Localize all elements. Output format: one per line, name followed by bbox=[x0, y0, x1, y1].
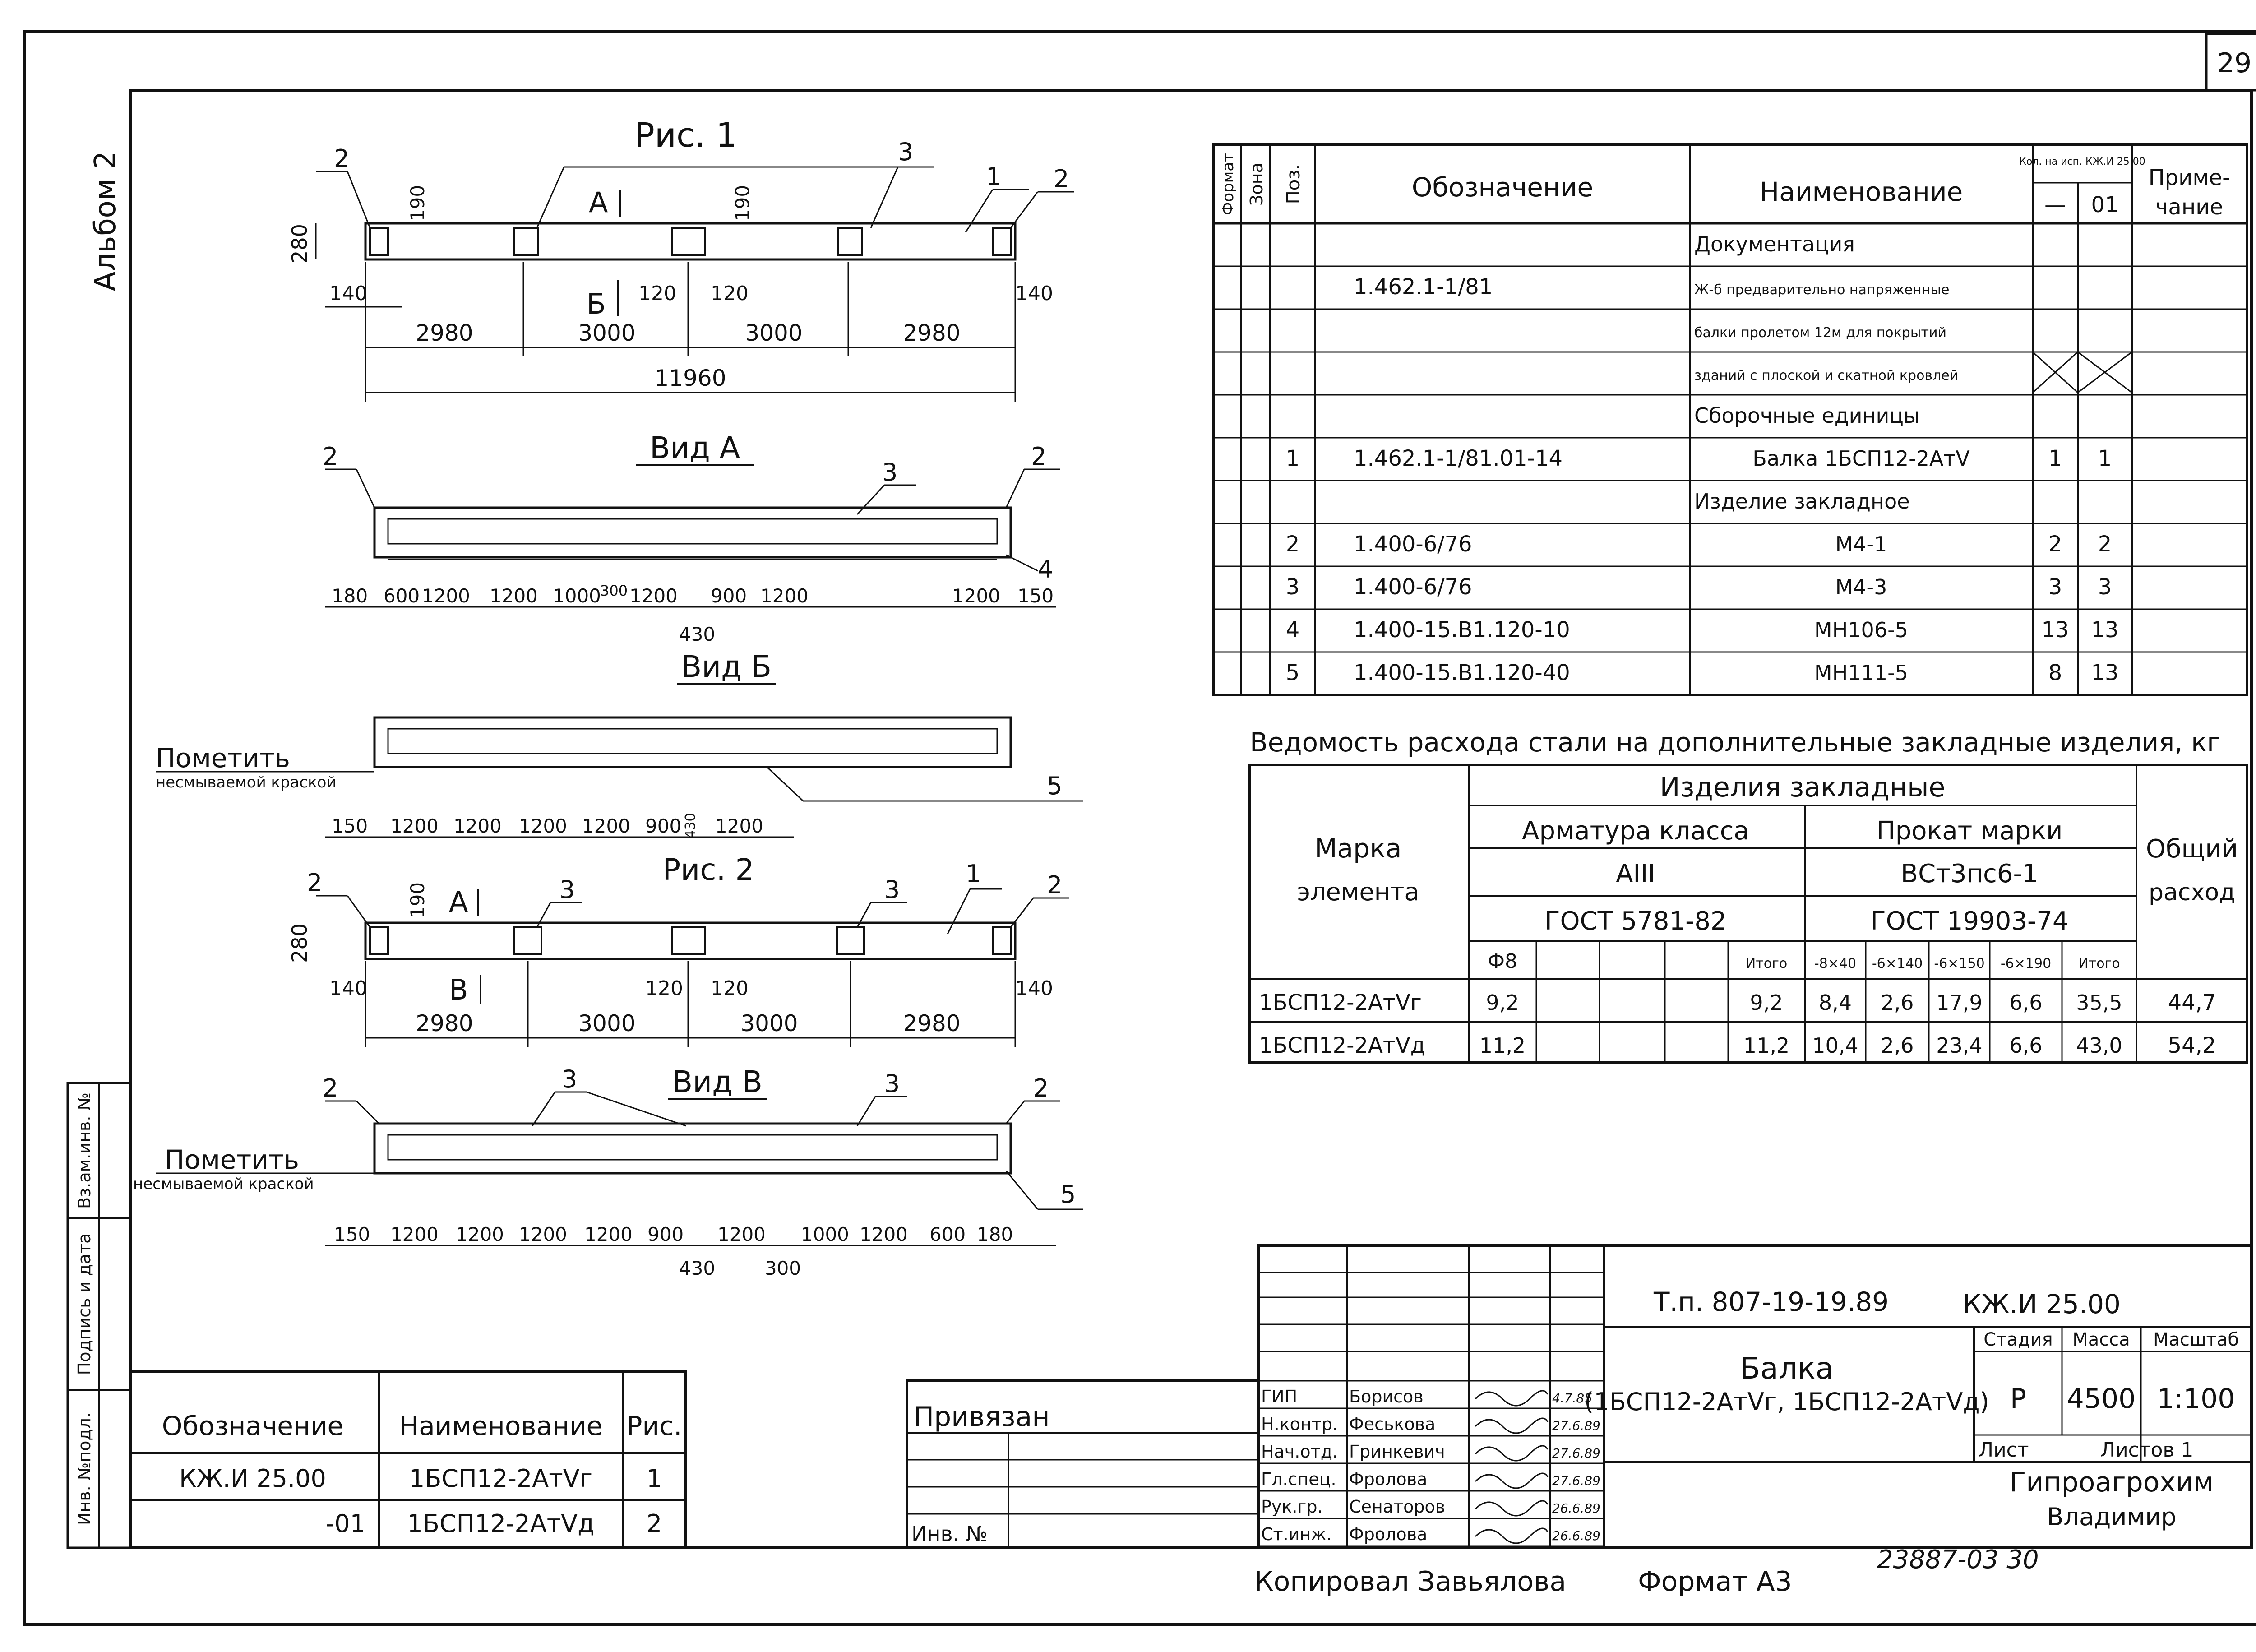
spec-row-qty-2: 13 bbox=[2091, 660, 2119, 685]
view-v-dim-1: 1200 bbox=[390, 1223, 439, 1245]
view-v-beam bbox=[374, 1124, 1011, 1173]
privyazan-label: Привязан bbox=[914, 1401, 1050, 1433]
spec-row-qty-1: 3 bbox=[2048, 574, 2062, 600]
view-a-sub-dim: 430 bbox=[679, 623, 716, 645]
tb-stage: Р bbox=[2010, 1383, 2027, 1415]
fig2-arrow-a: А bbox=[449, 885, 468, 918]
spec-h-note-2: чание bbox=[2155, 194, 2223, 220]
footer-format: Формат А3 bbox=[1638, 1566, 1792, 1597]
view-v-pos-2-left: 2 bbox=[323, 1074, 338, 1102]
fig1-dim-120a: 120 bbox=[638, 282, 676, 305]
view-b-dim-2: 1200 bbox=[453, 815, 502, 837]
tb-org-2: Владимир bbox=[2047, 1503, 2177, 1531]
steel-h-prok: Прокат марки bbox=[1876, 816, 2063, 846]
fig1-pos-1: 1 bbox=[986, 162, 1002, 191]
spec-row-qty-1: 1 bbox=[2048, 446, 2062, 471]
view-a-dim-4: 1000 bbox=[553, 585, 601, 607]
privyazan-block bbox=[907, 1381, 1259, 1548]
fig2-span-1: 2980 bbox=[416, 1010, 473, 1037]
view-v-note-1: Пометить bbox=[165, 1144, 299, 1175]
view-a-pos-2-left: 2 bbox=[323, 442, 338, 471]
steel-h-arm-class: АIII bbox=[1616, 859, 1655, 888]
view-v-dim-8: 1200 bbox=[860, 1223, 908, 1245]
tb-mass-label: Масса bbox=[2072, 1329, 2130, 1350]
spec-row-pos: 4 bbox=[1285, 617, 1300, 643]
view-v-dim-4: 1200 bbox=[584, 1223, 633, 1245]
fig2-span-3: 3000 bbox=[740, 1010, 798, 1037]
spec-row-code: 1.400-6/76 bbox=[1354, 574, 1472, 600]
tb-staff-name: Фролова bbox=[1349, 1524, 1428, 1544]
spec-row-pos: 3 bbox=[1285, 574, 1300, 600]
spec-row-qty-2: 13 bbox=[2091, 617, 2119, 643]
spec-section-title: Сборочные единицы bbox=[1694, 403, 1920, 428]
fig1-dim-height: 280 bbox=[287, 224, 312, 264]
steel-cell: 2,6 bbox=[1881, 1033, 1914, 1058]
spec-row-name: балки пролетом 12м для покрытий bbox=[1694, 325, 1946, 341]
fig1-title: Рис. 1 bbox=[634, 116, 737, 155]
steel-table bbox=[1250, 727, 2247, 1063]
steel-h-total-2: расход bbox=[2148, 879, 2236, 906]
small-table bbox=[131, 1372, 686, 1548]
tb-sheets-label: Листов 1 bbox=[2100, 1439, 2194, 1462]
album-label: Альбом 2 bbox=[89, 151, 122, 292]
view-b-beam bbox=[374, 717, 1011, 767]
view-b-note-2: несмываемой краской bbox=[156, 773, 337, 791]
signature bbox=[1475, 1446, 1548, 1461]
steel-cell: 10,4 bbox=[1812, 1033, 1858, 1058]
steel-h-total-1: Общий bbox=[2145, 834, 2238, 864]
view-a-dim-0: 180 bbox=[332, 585, 368, 607]
tb-staff-date: 27.6.89 bbox=[1552, 1446, 1600, 1461]
steel-cell: 2,6 bbox=[1881, 990, 1914, 1015]
view-v-dim-0: 150 bbox=[334, 1223, 370, 1245]
stamp-podpis: Подпись и дата bbox=[74, 1233, 94, 1375]
tb-stage-label: Стадия bbox=[1983, 1329, 2053, 1350]
privyazan-inv: Инв. № bbox=[911, 1522, 988, 1546]
fig1-pos-3a: 3 bbox=[898, 138, 914, 166]
fig1-span-3: 3000 bbox=[745, 320, 803, 346]
spec-row-qty-2: 2 bbox=[2098, 532, 2112, 557]
fig1-arrow-b: Б bbox=[587, 287, 606, 320]
fig2-title: Рис. 2 bbox=[662, 852, 754, 887]
spec-h-name: Наименование bbox=[1759, 176, 1963, 207]
view-v-dim-2: 1200 bbox=[456, 1223, 504, 1245]
spec-row-code: 1.462.1-1/81 bbox=[1354, 274, 1493, 300]
view-v-pos-3a: 3 bbox=[562, 1065, 578, 1093]
spec-table bbox=[1214, 144, 2247, 695]
view-a-pos-4: 4 bbox=[1038, 555, 1054, 583]
tb-staff-name: Борисов bbox=[1349, 1387, 1424, 1407]
view-a bbox=[323, 430, 1060, 645]
steel-cell: 23,4 bbox=[1936, 1033, 1983, 1058]
steel-cell: 11,2 bbox=[1479, 1033, 1526, 1058]
spec-section-title: Документация bbox=[1694, 232, 1855, 256]
spec-row-name: Изделие закладное bbox=[1694, 489, 1910, 514]
tb-staff-name: Сенаторов bbox=[1349, 1497, 1446, 1517]
small-h-code: Обозначение bbox=[162, 1411, 344, 1441]
steel-subheader: -6×190 bbox=[2000, 956, 2052, 972]
steel-cell: 17,9 bbox=[1936, 990, 1983, 1015]
steel-cell: 9,2 bbox=[1486, 990, 1519, 1015]
tb-doc-code: Т.п. 807-19-19.89 bbox=[1654, 1286, 1889, 1317]
spec-row-name: М4-1 bbox=[1835, 532, 1887, 556]
small-h-name: Наименование bbox=[399, 1411, 603, 1441]
view-b bbox=[156, 649, 1083, 839]
spec-h-zone: Зона bbox=[1247, 162, 1267, 206]
fig2-dim-140-left: 140 bbox=[329, 977, 367, 1000]
fig1-dim-120b: 120 bbox=[711, 282, 749, 305]
title-block bbox=[1259, 1245, 2251, 1548]
spec-row-name: Балка 1БСП12-2АтV bbox=[1752, 446, 1970, 471]
fig1-pos-2-right: 2 bbox=[1054, 165, 1069, 193]
view-b-title: Вид Б bbox=[681, 649, 772, 684]
tb-staff-date: 26.6.89 bbox=[1552, 1501, 1600, 1516]
steel-cell: 9,2 bbox=[1750, 990, 1783, 1015]
view-v-pos-5: 5 bbox=[1060, 1180, 1076, 1208]
figure-2 bbox=[287, 852, 1069, 1047]
fig1-dim-140-right: 140 bbox=[1015, 282, 1053, 305]
tb-staff-date: 26.6.89 bbox=[1552, 1528, 1600, 1543]
small-row-1-name: 1БСП12-2АтVд bbox=[407, 1509, 595, 1538]
tb-staff-role: Ст.инж. bbox=[1261, 1524, 1332, 1544]
view-v-dim-7: 1000 bbox=[801, 1223, 849, 1245]
stamp-inv-podl: Инв. №подл. bbox=[74, 1412, 94, 1526]
fig2-pos-2-right: 2 bbox=[1047, 871, 1063, 899]
fig1-pos-2-left: 2 bbox=[334, 144, 350, 173]
tb-title: Балка bbox=[1739, 1351, 1834, 1386]
view-a-dim-10: 150 bbox=[1017, 585, 1054, 607]
spec-row-qty-1: 2 bbox=[2048, 532, 2062, 557]
page-number: 29 bbox=[2217, 47, 2252, 79]
spec-row-name: МН111-5 bbox=[1814, 661, 1908, 685]
steel-cell: 43,0 bbox=[2076, 1033, 2122, 1058]
small-row-0-code: КЖ.И 25.00 bbox=[179, 1464, 326, 1493]
view-v-note-2: несмываемой краской bbox=[133, 1175, 314, 1193]
steel-h-prok-gost: ГОСТ 19903-74 bbox=[1870, 907, 2069, 936]
spec-row-code: 1.400-15.В1.120-40 bbox=[1354, 660, 1570, 685]
signature bbox=[1475, 1391, 1548, 1406]
view-v-dim-10: 180 bbox=[977, 1223, 1013, 1245]
spec-row-qty-2: 3 bbox=[2098, 574, 2112, 600]
fig2-dim-140-right: 140 bbox=[1015, 977, 1053, 1000]
spec-h-note-1: Приме- bbox=[2148, 165, 2230, 190]
steel-cell: 11,2 bbox=[1743, 1033, 1790, 1058]
small-row-0-fig: 1 bbox=[646, 1464, 662, 1493]
view-v-dim-6: 1200 bbox=[717, 1223, 766, 1245]
view-v-pos-3b: 3 bbox=[884, 1069, 900, 1098]
fig1-span-1: 2980 bbox=[416, 320, 473, 346]
spec-row-name: Ж-б предварительно напряженные bbox=[1694, 282, 1950, 298]
fig1-arrow-a: А bbox=[589, 186, 608, 219]
fig2-pos-3a: 3 bbox=[559, 875, 575, 904]
tb-staff-role: Гл.спец. bbox=[1261, 1469, 1336, 1489]
steel-row-total: 44,7 bbox=[2168, 990, 2216, 1015]
small-row-1-code: -01 bbox=[325, 1509, 365, 1538]
steel-subheader: -8×40 bbox=[1814, 956, 1857, 972]
fig2-arrow-b: В bbox=[449, 973, 468, 1006]
footer-copied: Копировал Завьялова bbox=[1254, 1566, 1567, 1597]
view-b-dim-6: 430 bbox=[683, 813, 698, 839]
steel-row-mark: 1БСП12-2АтVг bbox=[1259, 990, 1422, 1015]
view-a-dim-5: 300 bbox=[600, 582, 628, 599]
fig1-dim-190a: 190 bbox=[407, 185, 429, 222]
view-a-dim-1: 600 bbox=[384, 585, 420, 607]
view-v-sub-dim-0: 430 bbox=[679, 1257, 716, 1279]
footer-archive: 23887-03 30 bbox=[1877, 1545, 2039, 1574]
fig2-pos-3b: 3 bbox=[884, 875, 900, 904]
view-a-pos-3: 3 bbox=[882, 458, 898, 486]
spec-row-code: 1.462.1-1/81.01-14 bbox=[1354, 446, 1563, 471]
view-a-title: Вид А bbox=[650, 430, 740, 465]
view-b-dim-0: 150 bbox=[332, 815, 368, 837]
tb-org-1: Гипроагрохим bbox=[2009, 1467, 2214, 1498]
spec-h-format: Формат bbox=[1219, 153, 1237, 215]
fig2-span-4: 2980 bbox=[903, 1010, 961, 1037]
steel-h-arm-gost: ГОСТ 5781-82 bbox=[1544, 907, 1727, 936]
signature bbox=[1475, 1528, 1548, 1543]
spec-row-pos: 5 bbox=[1285, 660, 1300, 685]
small-row-1-fig: 2 bbox=[646, 1509, 662, 1538]
tb-staff-date: 27.6.89 bbox=[1552, 1418, 1600, 1433]
signature bbox=[1475, 1473, 1548, 1488]
fig2-pos-2-left: 2 bbox=[307, 869, 323, 897]
tb-staff-role: Рук.гр. bbox=[1261, 1497, 1323, 1517]
steel-cell: 6,6 bbox=[2009, 990, 2043, 1015]
steel-subheader: -6×140 bbox=[1872, 956, 1923, 972]
fig1-total: 11960 bbox=[654, 365, 726, 391]
tb-subtitle: (1БСП12-2АтVг, 1БСП12-2АтVд) bbox=[1584, 1388, 1989, 1416]
stamp-vzam: Вз.ам.инв. № bbox=[74, 1092, 94, 1209]
spec-h-qty: Кол. на исп. КЖ.И 25.00 bbox=[2019, 156, 2145, 167]
tb-staff-name: Феськова bbox=[1349, 1414, 1436, 1434]
view-a-dim-8: 1200 bbox=[760, 585, 809, 607]
steel-subheader: Итого bbox=[2078, 956, 2120, 972]
tb-staff-name: Гринкевич bbox=[1349, 1442, 1445, 1462]
steel-cell: 6,6 bbox=[2009, 1033, 2043, 1058]
fig1-dim-190b: 190 bbox=[731, 185, 754, 222]
fig1-span-4: 2980 bbox=[903, 320, 961, 346]
view-v-pos-2-right: 2 bbox=[1033, 1074, 1049, 1102]
fig2-dim-height: 280 bbox=[287, 923, 312, 963]
tb-staff-role: Нач.отд. bbox=[1261, 1442, 1338, 1462]
spec-row-name: зданий с плоской и скатной кровлей bbox=[1694, 368, 1959, 384]
tb-staff-date: 4.7.85 bbox=[1552, 1391, 1593, 1406]
signature bbox=[1475, 1501, 1548, 1516]
steel-cell: 35,5 bbox=[2076, 990, 2122, 1015]
view-a-dim-6: 1200 bbox=[629, 585, 678, 607]
steel-row-total: 54,2 bbox=[2168, 1033, 2216, 1058]
steel-subheader: Ф8 bbox=[1488, 950, 1517, 973]
steel-cell: 8,4 bbox=[1818, 990, 1852, 1015]
view-a-dim-9: 1200 bbox=[952, 585, 1000, 607]
fig2-dim-120b: 120 bbox=[711, 977, 749, 1000]
spec-row-code: 1.400-15.В1.120-10 bbox=[1354, 617, 1570, 643]
view-v-dim-3: 1200 bbox=[519, 1223, 567, 1245]
steel-h-arm: Арматура класса bbox=[1522, 816, 1749, 846]
view-b-dim-1: 1200 bbox=[390, 815, 439, 837]
steel-h-group: Изделия закладные bbox=[1660, 772, 1946, 803]
spec-row-qty-1: 8 bbox=[2048, 660, 2062, 685]
side-stamp bbox=[68, 1083, 131, 1548]
fig2-dim-190: 190 bbox=[407, 882, 429, 919]
view-b-note-1: Пометить bbox=[156, 743, 290, 773]
steel-h-prok-mark: ВСт3пс6-1 bbox=[1900, 859, 2039, 888]
tb-staff-date: 27.6.89 bbox=[1552, 1473, 1600, 1488]
view-a-dim-3: 1200 bbox=[490, 585, 538, 607]
fig2-dim-120a: 120 bbox=[645, 977, 683, 1000]
fig2-pos-1: 1 bbox=[966, 860, 981, 888]
spec-row-name: МН106-5 bbox=[1814, 618, 1908, 642]
tb-staff-name: Фролова bbox=[1349, 1469, 1428, 1489]
view-b-dim-4: 1200 bbox=[582, 815, 630, 837]
view-v-dim-5: 900 bbox=[647, 1223, 684, 1245]
view-v-title: Вид В bbox=[672, 1064, 763, 1099]
tb-sheet-code: КЖ.И 25.00 bbox=[1963, 1289, 2121, 1319]
fig1-span-2: 3000 bbox=[578, 320, 636, 346]
fig2-span-2: 3000 bbox=[578, 1010, 636, 1037]
view-v-dim-9: 600 bbox=[929, 1223, 966, 1245]
steel-subheader: Итого bbox=[1745, 956, 1788, 972]
spec-h-q1: — bbox=[2044, 192, 2066, 217]
tb-scale: 1:100 bbox=[2157, 1383, 2235, 1415]
steel-h-mark-2: элемента bbox=[1297, 878, 1419, 906]
tb-staff-role: Н.контр. bbox=[1261, 1414, 1338, 1434]
view-b-dim-3: 1200 bbox=[519, 815, 567, 837]
signature bbox=[1475, 1418, 1548, 1433]
tb-sheet-label: Лист bbox=[1979, 1439, 2029, 1462]
view-a-beam bbox=[374, 508, 1011, 557]
view-b-dim-7: 1200 bbox=[715, 815, 763, 837]
spec-h-code: Обозначение bbox=[1411, 172, 1594, 203]
spec-row-code: 1.400-6/76 bbox=[1354, 532, 1472, 557]
view-v bbox=[133, 1064, 1083, 1279]
figure-1 bbox=[287, 116, 1074, 402]
tb-scale-label: Масштаб bbox=[2153, 1329, 2239, 1350]
view-b-dim-5: 900 bbox=[645, 815, 682, 837]
spec-row-pos: 1 bbox=[1285, 446, 1300, 471]
steel-h-mark-1: Марка bbox=[1314, 833, 1402, 864]
steel-row-mark: 1БСП12-2АтVд bbox=[1259, 1033, 1425, 1058]
view-v-sub-dim-1: 300 bbox=[764, 1257, 801, 1279]
tb-staff-role: ГИП bbox=[1261, 1387, 1298, 1407]
view-a-dim-2: 1200 bbox=[422, 585, 470, 607]
spec-h-pos: Поз. bbox=[1283, 164, 1304, 204]
spec-row-name: М4-3 bbox=[1835, 575, 1887, 599]
view-a-dim-7: 900 bbox=[711, 585, 747, 607]
spec-row-pos: 2 bbox=[1285, 532, 1300, 557]
small-row-0-name: 1БСП12-2АтVг bbox=[409, 1464, 592, 1493]
tb-mass: 4500 bbox=[2066, 1383, 2136, 1415]
view-b-pos-5: 5 bbox=[1047, 772, 1063, 800]
fig1-dim-140-left: 140 bbox=[329, 282, 367, 305]
steel-title: Ведомость расхода стали на дополнительные закладные изделия, кг bbox=[1250, 727, 2221, 758]
spec-h-q2: 01 bbox=[2091, 192, 2119, 217]
small-h-fig: Рис. bbox=[626, 1411, 682, 1441]
steel-subheader: -6×150 bbox=[1934, 956, 1985, 972]
spec-row-qty-2: 1 bbox=[2098, 446, 2112, 471]
view-a-pos-2-right: 2 bbox=[1031, 442, 1047, 471]
spec-row-qty-1: 13 bbox=[2041, 617, 2069, 643]
